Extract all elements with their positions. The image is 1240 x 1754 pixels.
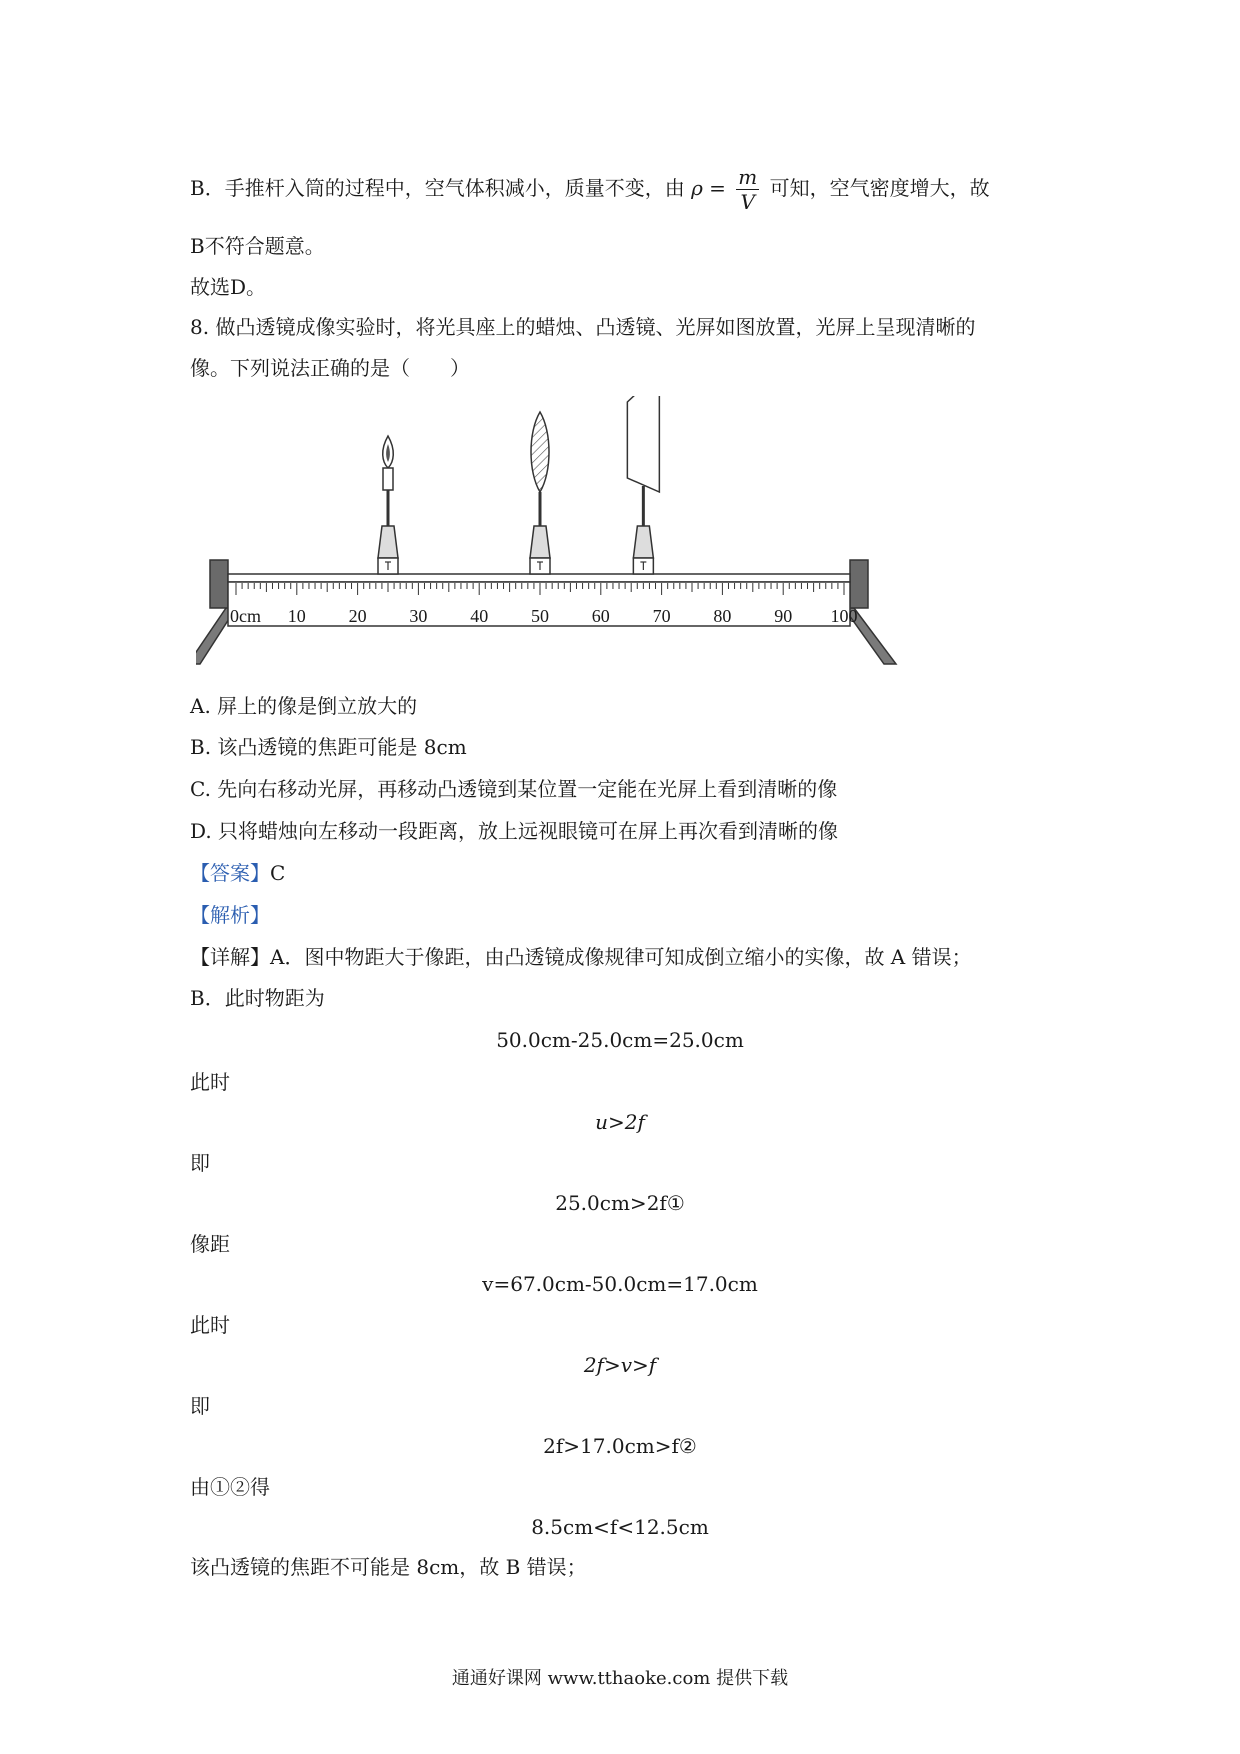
left-end-block <box>210 560 228 608</box>
text-line: 即 <box>190 1394 210 1418</box>
ruler-label: 30 <box>409 606 428 626</box>
text-line: 此时 <box>190 1313 230 1337</box>
detail-b-intro: B．此时物距为 <box>190 986 325 1010</box>
fraction-numerator: m <box>738 165 758 189</box>
question-8-line-1: 8. 做凸透镜成像实验时，将光具座上的蜡烛、凸透镜、光屏如图放置，光屏上呈现清晰的 <box>190 315 976 339</box>
optical-bench-figure <box>196 396 916 676</box>
equation-1: 50.0cm-25.0cm=25.0cm <box>496 1028 744 1052</box>
text-line: 由①②得 <box>190 1475 270 1499</box>
equation-6: 2f>17.0cm>f② <box>543 1434 697 1458</box>
text-segment: 可知，空气密度增大，故 <box>769 176 990 200</box>
fraction-denominator: V <box>740 190 755 214</box>
answer-line <box>190 859 285 887</box>
option-a: A. 屏上的像是倒立放大的 <box>190 694 418 718</box>
equation-3: 25.0cm>2f① <box>555 1191 685 1215</box>
ruler-label: 90 <box>774 606 793 626</box>
ruler-label: 80 <box>713 606 732 626</box>
analysis-tag: 【解析】 <box>190 903 270 927</box>
detail-line-a <box>190 943 972 971</box>
text-line: B不符合题意。 <box>190 234 325 258</box>
convex-lens <box>530 412 550 574</box>
detail-tag: 【详解】 <box>190 945 270 969</box>
rho-symbol: ρ = <box>691 176 726 200</box>
equation-4: v=67.0cm-50.0cm=17.0cm <box>482 1272 758 1296</box>
text-line: 故选D。 <box>190 275 267 299</box>
text-line: 即 <box>190 1151 210 1175</box>
text-line: 像距 <box>190 1232 230 1256</box>
ruler-label: 50 <box>531 606 549 626</box>
ruler-label: 100 <box>830 606 858 626</box>
text-line-b-prev <box>190 165 990 214</box>
bench-rail <box>228 574 850 582</box>
equation-5: 2f>v>f <box>583 1353 657 1377</box>
ruler-label: 10 <box>287 606 306 626</box>
question-8-line-2: 像。下列说法正确的是（ ） <box>190 356 470 380</box>
analysis-line <box>190 901 270 929</box>
ruler-label: 40 <box>470 606 489 626</box>
answer-value: C <box>270 861 286 885</box>
answer-tag: 【答案】 <box>190 861 270 885</box>
right-end-block <box>850 560 868 608</box>
equation-2: u>2f <box>595 1110 645 1134</box>
ruler-unit-label: 0cm <box>230 606 261 626</box>
ruler-label: 60 <box>591 606 610 626</box>
equation-7: 8.5cm<f<12.5cm <box>531 1515 709 1539</box>
detail-a-text: A．图中物距大于像距，由凸透镜成像规律可知成倒立缩小的实像，故 A 错误； <box>270 945 972 969</box>
option-d: D. 只将蜡烛向左移动一段距离，放上远视眼镜可在屏上再次看到清晰的像 <box>190 819 839 843</box>
text-line: 此时 <box>190 1070 230 1094</box>
text-segment: B．手推杆入筒的过程中，空气体积减小，质量不变，由 <box>190 176 685 200</box>
conclusion-line: 该凸透镜的焦距不可能是 8cm，故 B 错误； <box>190 1555 587 1579</box>
density-fraction <box>736 165 759 214</box>
option-b: B. 该凸透镜的焦距可能是 8cm <box>190 735 467 759</box>
ruler-label: 20 <box>348 606 367 626</box>
ruler-label: 70 <box>652 606 671 626</box>
option-c: C. 先向右移动光屏，再移动凸透镜到某位置一定能在光屏上看到清晰的像 <box>190 777 838 801</box>
light-screen <box>627 396 659 574</box>
candle <box>378 436 398 574</box>
footer-source: 通通好课网 www.tthaoke.com 提供下载 <box>451 1668 789 1689</box>
